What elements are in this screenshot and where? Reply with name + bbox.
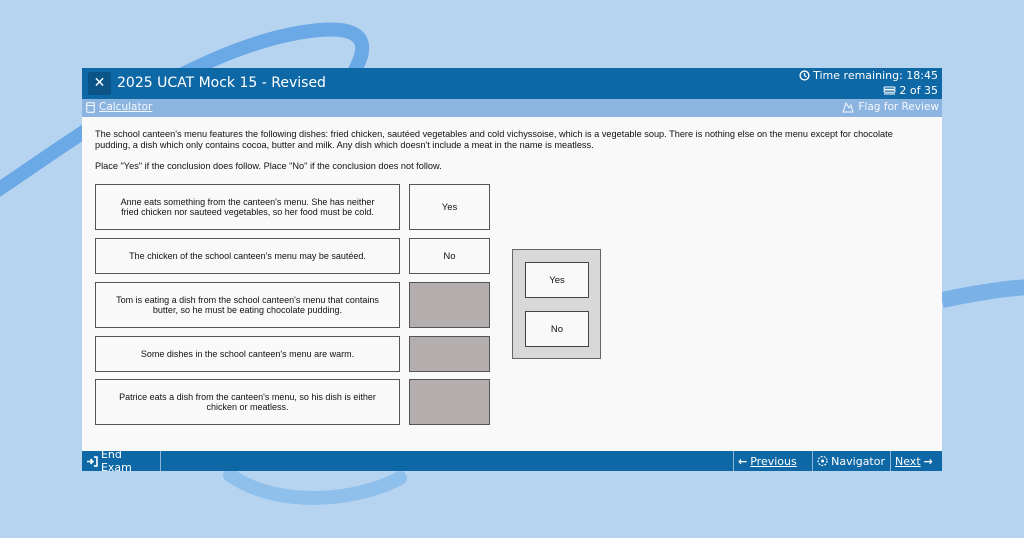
next-button[interactable] <box>890 451 942 471</box>
statement-1: Anne eats something from the canteen's menu. She has neither fried chicken nor sauteed vegetables, so her food must be cold. <box>95 184 400 230</box>
flag-for-review-button[interactable] <box>842 101 939 113</box>
option-no[interactable]: No <box>525 311 589 347</box>
clock-icon <box>799 70 810 81</box>
timer-label: Time remaining: 18:45 <box>813 69 938 82</box>
calculator-icon <box>86 102 95 113</box>
calculator-button[interactable] <box>86 101 152 113</box>
exam-title: 2025 UCAT Mock 15 - Revised <box>117 75 326 91</box>
instruction-text: Place "Yes" if the conclusion does follow. Place "No" if the conclusion does not follow. <box>95 161 442 171</box>
previous-button[interactable] <box>733 451 812 471</box>
answer-slot-5[interactable] <box>409 379 490 425</box>
time-remaining <box>799 69 938 82</box>
flag-icon <box>842 102 854 113</box>
answer-slot-4[interactable] <box>409 336 490 372</box>
next-label: Next <box>895 454 921 468</box>
end-exam-label: End Exam <box>100 448 132 474</box>
arrow-right-icon: → <box>923 454 933 468</box>
answer-slot-2[interactable]: No <box>409 238 490 274</box>
question-count <box>883 84 938 97</box>
statement-2: The chicken of the school canteen's menu may be sautéed. <box>95 238 400 274</box>
close-button[interactable] <box>88 72 111 95</box>
statement-3: Tom is eating a dish from the school canteen's menu that contains butter, so he must be eating chocolate pudding. <box>95 282 400 328</box>
option-yes[interactable]: Yes <box>525 262 589 298</box>
statement-4: Some dishes in the school canteen's menu are warm. <box>95 336 400 372</box>
question-count-label: 2 of 35 <box>899 84 938 97</box>
navigator-label: Navigator <box>831 454 885 468</box>
previous-label: Previous <box>750 454 797 468</box>
questions-icon <box>883 86 896 95</box>
exam-window <box>82 68 942 474</box>
flag-label: Flag for Review <box>858 101 939 113</box>
arrow-left-icon: ← <box>738 454 748 468</box>
end-exam-button[interactable] <box>82 448 161 474</box>
bottom-navigation-bar <box>82 448 942 474</box>
answer-slot-3[interactable] <box>409 282 490 328</box>
passage-text: The school canteen's menu features the following dishes: fried chicken, sautéed vegetables and cold vichyssoise, which is a vegetable soup. There is nothing else on the menu except for chocolate pudding, a dish which only contains cocoa, butter and milk. Any dish which doesn't include a meat in the name is meatless. <box>95 129 893 150</box>
title-bar <box>82 68 942 99</box>
end-exam-icon <box>86 456 98 467</box>
navigator-icon <box>817 455 828 467</box>
answer-options-palette <box>512 249 601 359</box>
statement-5: Patrice eats a dish from the canteen's menu, so his dish is either chicken or meatless. <box>95 379 400 425</box>
tool-bar <box>82 99 942 117</box>
calculator-label: Calculator <box>99 101 153 113</box>
question-content <box>82 117 942 451</box>
navigator-button[interactable] <box>812 451 889 471</box>
answer-slot-1[interactable]: Yes <box>409 184 490 230</box>
close-icon: ✕ <box>93 75 106 91</box>
